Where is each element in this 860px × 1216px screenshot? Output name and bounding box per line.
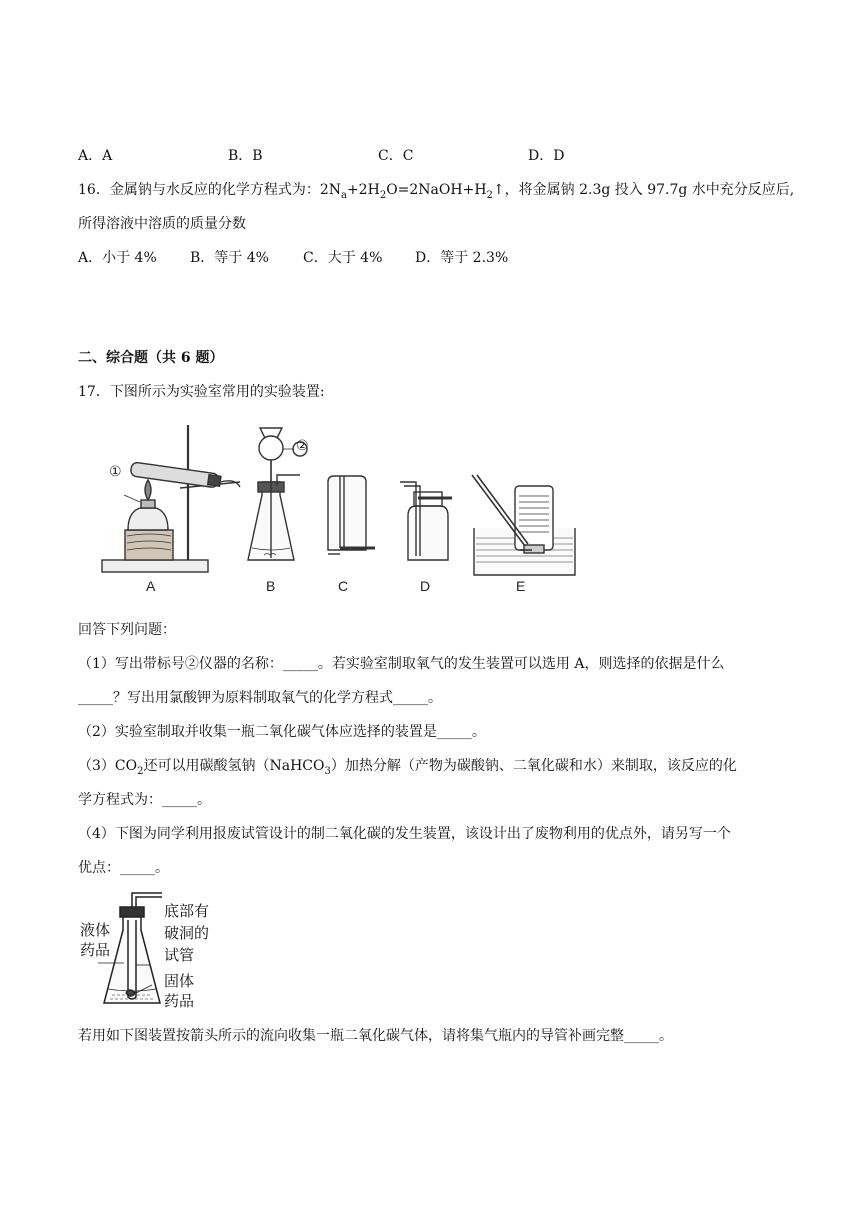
q17-part4-line2: 优点：_____。 [78,860,169,876]
q16-option-d: D．等于 2.3% [415,250,509,266]
q15-option-a: A．A [78,148,113,164]
q17-part3-line1: $(3)CO_2$还可以用碳酸氢钠（NaHCO$_3$）加热分解（产物为碳酸钠、二氧化碳和水）来制取，该反应的化 [78,758,737,777]
q17-part2: （2）实验室制取并收集一瓶二氧化碳气体应选择的装置是_____。 [78,724,486,740]
q16-option-a: A．小于 4% [78,250,157,266]
section-title: 二、综合题（共 6 题） [78,350,224,366]
q17-part1-line1: （1）写出带标号②仪器的名称：_____。若实验室制取氧气的发生装置可以选用 A，则选择的依据是什么 [78,656,725,672]
liquid-label-1: 液体 [80,921,111,939]
tube-label-2: 破洞的 [164,924,210,942]
label-a: A [146,578,156,594]
q15-option-c: C．C [378,148,414,164]
label-e: E [516,578,526,594]
marker-1: ① [109,463,122,479]
label-b: B [266,578,276,594]
tube-label-1: 底部有 [164,902,210,920]
apparatus-drawing [100,420,590,600]
q15-option-d: D．D [528,148,565,164]
q16-stem-line1: 16．金属钠与水反应的化学方程式为：$2N_a+2H_2O=2NaOH+H_2↑$，将金属钠 2.3g 投入 97.7g 水中充分反应后, [78,182,795,201]
tube-label-3: 试管 [164,946,195,964]
solid-label-1: 固体 [164,972,195,990]
apparatus-c [328,476,375,554]
q15-option-b: B．B [228,148,263,164]
liquid-label-2: 药品 [80,941,111,959]
q16-option-c: C．大于 4% [303,250,383,266]
answer-prompt: 回答下列问题： [78,622,176,638]
apparatus-e [472,475,575,575]
q17-part1-line2: _____？写出用氯酸钾为原料制取氧气的化学方程式_____。 [78,690,442,706]
q16-option-b: B．等于 4% [190,250,269,266]
q17-last-line: 若用如下图装置按箭头所示的流向收集一瓶二氧化碳气体，请将集气瓶内的导管补画完整_____。 [78,1028,673,1044]
q17-intro: 17．下图所示为实验室常用的实验装置: [78,384,325,400]
marker-2: ② [296,437,309,453]
apparatus-figure [100,420,590,600]
label-c: C [338,578,349,594]
generator-figure [78,885,228,1015]
solid-label-2: 药品 [164,992,195,1010]
apparatus-a [102,425,240,572]
q17-part4-line1: （4）下图为同学利用报废试管设计的制二氧化碳的发生装置，该设计出了废物利用的优点外，请另写一个 [78,826,731,842]
q17-part3-line2: 学方程式为：_____。 [78,792,211,808]
apparatus-d [400,482,452,560]
label-d: D [420,578,431,594]
q16-stem-line2: 所得溶液中溶质的质量分数 [78,216,246,232]
